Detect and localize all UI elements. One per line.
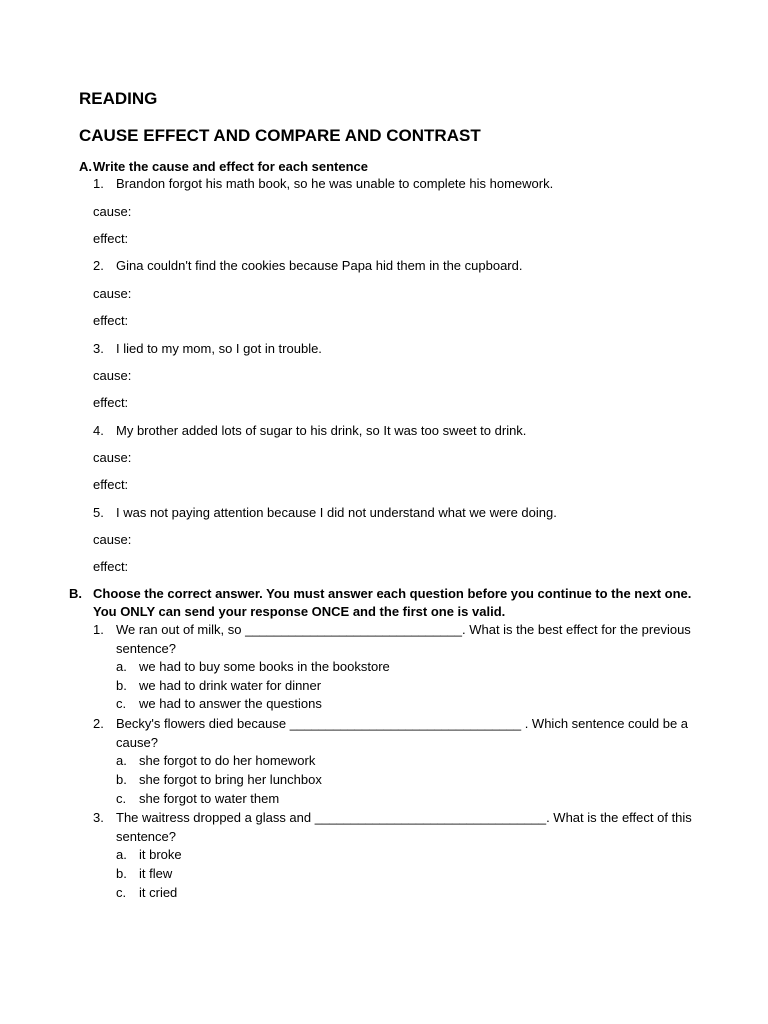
option-letter: c.	[116, 696, 127, 711]
question-number: 5.	[93, 505, 104, 520]
question-number: 1.	[93, 176, 104, 191]
cause-label: cause:	[93, 368, 132, 383]
effect-label: effect:	[93, 477, 129, 492]
section-a-heading: Write the cause and effect for each sentence	[93, 159, 369, 174]
answer-option[interactable]: she forgot to bring her lunchbox	[139, 772, 322, 787]
answer-option[interactable]: we had to answer the questions	[139, 696, 322, 711]
question-text: Gina couldn't find the cookies because Papa hid them in the cupboard.	[116, 258, 523, 273]
page-title: READING	[79, 89, 158, 108]
cause-label: cause:	[93, 204, 132, 219]
question-text: sentence?	[116, 641, 176, 656]
answer-option[interactable]: it flew	[139, 866, 173, 881]
effect-label: effect:	[93, 395, 129, 410]
answer-option[interactable]: it cried	[139, 885, 178, 900]
effect-label: effect:	[93, 231, 129, 246]
cause-label: cause:	[93, 450, 132, 465]
option-letter: b.	[116, 678, 127, 693]
answer-option[interactable]: she forgot to water them	[139, 791, 280, 806]
question-number: 1.	[93, 622, 104, 637]
effect-label: effect:	[93, 313, 129, 328]
option-letter: b.	[116, 866, 127, 881]
page-subtitle: CAUSE EFFECT AND COMPARE AND CONTRAST	[79, 126, 481, 145]
section-b-instruction: You ONLY can send your response ONCE and the first one is valid.	[93, 604, 506, 619]
question-text: My brother added lots of sugar to his drink, so It was too sweet to drink.	[116, 423, 527, 438]
option-letter: a.	[116, 659, 127, 674]
question-number: 2.	[93, 716, 104, 731]
question-text: Brandon forgot his math book, so he was unable to complete his homework.	[116, 176, 554, 191]
question-text: We ran out of milk, so ______________________________. What is the best effect for the previous	[116, 622, 691, 637]
effect-label: effect:	[93, 559, 129, 574]
cause-label: cause:	[93, 532, 132, 547]
section-a-marker: A.	[79, 159, 92, 174]
option-letter: c.	[116, 791, 127, 806]
question-text: I was not paying attention because I did not understand what we were doing.	[116, 505, 557, 520]
answer-option[interactable]: it broke	[139, 847, 182, 862]
question-text: I lied to my mom, so I got in trouble.	[116, 341, 322, 356]
question-number: 3.	[93, 341, 104, 356]
question-text: Becky's flowers died because ________________________________ . Which sentence could be a	[116, 716, 689, 731]
answer-option[interactable]: she forgot to do her homework	[139, 753, 316, 768]
option-letter: b.	[116, 772, 127, 787]
question-number: 4.	[93, 423, 104, 438]
question-text: cause?	[116, 735, 158, 750]
option-letter: a.	[116, 847, 127, 862]
question-text: The waitress dropped a glass and ________________________________. What is the effect of this	[116, 810, 692, 825]
question-text: sentence?	[116, 829, 176, 844]
question-number: 2.	[93, 258, 104, 273]
section-b-instruction: Choose the correct answer. You must answer each question before you continue to the next one.	[93, 586, 692, 601]
cause-label: cause:	[93, 286, 132, 301]
answer-option[interactable]: we had to buy some books in the bookstore	[139, 659, 390, 674]
option-letter: c.	[116, 885, 127, 900]
section-b-marker: B.	[69, 586, 82, 601]
question-number: 3.	[93, 810, 104, 825]
answer-option[interactable]: we had to drink water for dinner	[139, 678, 322, 693]
option-letter: a.	[116, 753, 127, 768]
